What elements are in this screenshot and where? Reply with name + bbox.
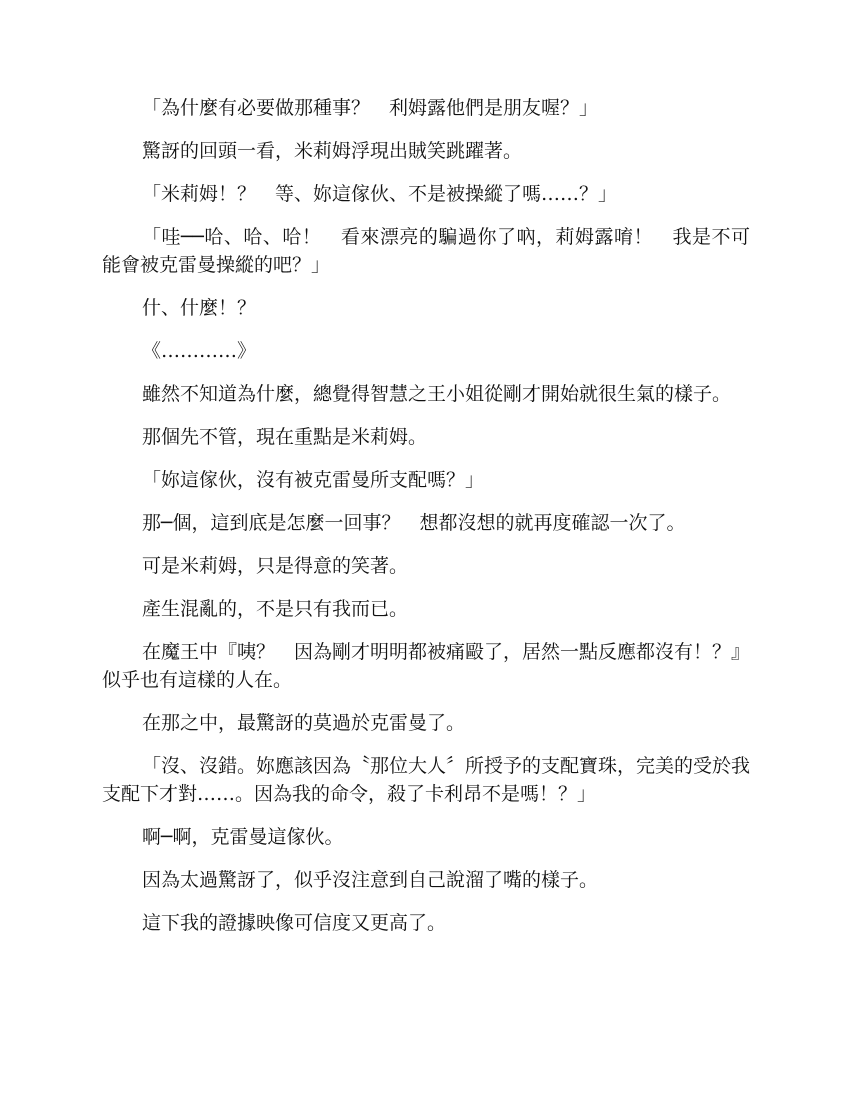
document-body [102, 94, 750, 952]
paragraph: 「沒、沒錯。妳應該因為〝那位大人〞所授予的支配寶珠，完美的受於我支配下才對……。因為我的命令，殺了卡利昂不是嗎！？」 [102, 755, 751, 805]
paragraph: 這下我的證據映像可信度又更高了。 [142, 912, 447, 934]
paragraph: 啊─啊，克雷曼這傢伙。 [142, 826, 344, 848]
paragraph: 可是米莉姆，只是得意的笑著。 [142, 555, 409, 577]
paragraph: 「哇──哈、哈、哈！ 看來漂亮的騙過你了吶，莉姆露唷！ 我是不可能會被克雷曼操縱的吧？」 [102, 226, 750, 276]
paragraph: 那─個，這到底是怎麼一回事？ 想都沒想的就再度確認一次了。 [142, 512, 686, 534]
paragraph: 雖然不知道為什麼，總覺得智慧之王小姐從剛才開始就很生氣的樣子。 [142, 383, 732, 405]
paragraph: 《…………》 [142, 340, 257, 362]
paragraph: 什、什麼！？ [142, 297, 257, 319]
paragraph: 「米莉姆！？ 等、妳這傢伙、不是被操縱了嗎……？」 [142, 183, 618, 205]
paragraph: 產生混亂的，不是只有我而已。 [142, 598, 409, 620]
paragraph: 那個先不管，現在重點是米莉姆。 [142, 426, 428, 448]
paragraph: 「妳這傢伙，沒有被克雷曼所支配嗎？」 [142, 469, 485, 491]
paragraph: 在那之中，最驚訝的莫過於克雷曼了。 [142, 712, 466, 734]
paragraph: 驚訝的回頭一看，米莉姆浮現出賊笑跳躍著。 [142, 140, 523, 162]
paragraph: 在魔王中『咦？ 因為剛才明明都被痛毆了，居然一點反應都沒有！？』似乎也有這樣的人在。 [102, 641, 751, 691]
paragraph: 「為什麼有必要做那種事？ 利姆露他們是朋友喔？」 [142, 97, 599, 119]
paragraph: 因為太過驚訝了，似乎沒注意到自己說溜了嘴的樣子。 [142, 869, 599, 891]
